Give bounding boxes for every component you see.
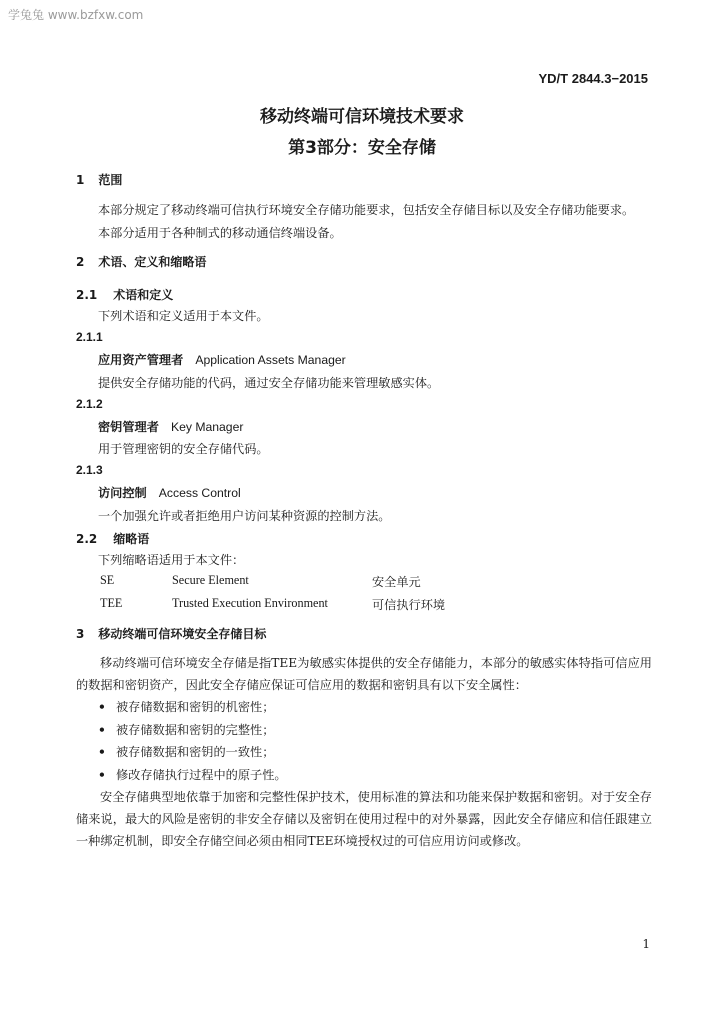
abbreviation-code: TEE bbox=[100, 596, 123, 610]
section-title: 术语、定义和缩略语 bbox=[98, 255, 207, 269]
bullet-item bbox=[98, 721, 274, 738]
term-2-1-1-number: 2.1.1 bbox=[76, 330, 103, 344]
abbreviation-full: Secure Element bbox=[172, 573, 249, 587]
term-2-1-2 bbox=[98, 418, 243, 435]
term-2-1-2-number: 2.1.2 bbox=[76, 397, 103, 411]
term-cn: 密钥管理者 bbox=[98, 420, 159, 434]
term-cn: 应用资产管理者 bbox=[98, 353, 184, 367]
section-1-heading bbox=[76, 171, 122, 188]
term-cn: 访问控制 bbox=[98, 486, 147, 500]
watermark-text: 学兔兔 www.bzfxw.com bbox=[8, 8, 144, 22]
section-title: 移动终端可信环境安全存储目标 bbox=[98, 627, 267, 641]
page-number: 1 bbox=[642, 937, 650, 951]
document-subtitle: 第3部分：安全存储 bbox=[288, 138, 436, 158]
abbreviation-chinese: 可信执行环境 bbox=[372, 598, 446, 612]
term-2-1-2-definition: 用于管理密钥的安全存储代码。 bbox=[98, 442, 269, 456]
section-3-paragraph-2: 安全存储典型地依靠于加密和完整性保护技术，使用标准的算法和功能来保护数据和密钥。对于安全存储来说，最大的风险是密钥的非安全存储以及密钥在使用过程中的对外暴露，因此安全存储应和信任跟建立一种绑定机制，即安全存储空间必须由相同TEE环境授权过的可信应用访问或修改。 bbox=[76, 790, 652, 848]
bullet-item bbox=[98, 743, 274, 760]
term-2-1-3-definition: 一个加强允许或者拒绝用户访问某种资源的控制方法。 bbox=[98, 509, 391, 523]
section-2-2-heading bbox=[76, 530, 149, 547]
abbreviation-chinese: 安全单元 bbox=[372, 575, 421, 589]
term-en: Access Control bbox=[158, 486, 241, 500]
section-title: 范围 bbox=[98, 173, 123, 187]
section-2-1-heading bbox=[76, 286, 173, 303]
section-1-paragraph-1: 本部分规定了移动终端可信执行环境安全存储功能要求，包括安全存储目标以及安全存储功能要求。 bbox=[98, 203, 635, 217]
term-2-1-1 bbox=[98, 351, 346, 368]
abbreviation-full: Trusted Execution Environment bbox=[172, 596, 328, 610]
document-title: 移动终端可信环境技术要求 bbox=[260, 107, 464, 127]
section-number: 2 bbox=[76, 255, 85, 269]
bullet-text: 被存储数据和密钥的一致性； bbox=[116, 745, 275, 759]
section-number: 2.1 bbox=[76, 288, 98, 302]
bullet-icon: • bbox=[98, 723, 106, 737]
bullet-item bbox=[98, 698, 274, 715]
bullet-text: 被存储数据和密钥的机密性； bbox=[116, 700, 275, 714]
document-number: YD/T 2844.3−2015 bbox=[538, 71, 648, 86]
term-2-1-1-definition: 提供安全存储功能的代码，通过安全存储功能来管理敏感实体。 bbox=[98, 376, 440, 390]
section-2-1-intro: 下列术语和定义适用于本文件。 bbox=[98, 309, 269, 323]
section-title: 缩略语 bbox=[113, 532, 150, 546]
bullet-text: 被存储数据和密钥的完整性； bbox=[116, 723, 275, 737]
term-2-1-3-number: 2.1.3 bbox=[76, 463, 103, 477]
bullet-icon: • bbox=[98, 700, 106, 714]
section-1-paragraph-2: 本部分适用于各种制式的移动通信终端设备。 bbox=[98, 226, 342, 240]
bullet-item bbox=[98, 766, 287, 783]
section-2-2-intro: 下列缩略语适用于本文件： bbox=[98, 553, 245, 567]
bullet-text: 修改存储执行过程中的原子性。 bbox=[116, 768, 287, 782]
term-en: Key Manager bbox=[170, 420, 244, 434]
section-title: 术语和定义 bbox=[113, 288, 174, 302]
bullet-icon: • bbox=[98, 745, 106, 759]
section-number: 2.2 bbox=[76, 532, 98, 546]
bullet-icon: • bbox=[98, 768, 106, 782]
section-2-heading bbox=[76, 253, 206, 270]
section-3-paragraph-1: 移动终端可信环境安全存储是指TEE为敏感实体提供的安全存储能力，本部分的敏感实体特指可信应用的数据和密钥资产，因此安全存储应保证可信应用的数据和密钥具有以下安全属性： bbox=[76, 656, 652, 692]
section-number: 3 bbox=[76, 627, 85, 641]
abbreviation-code: SE bbox=[100, 573, 115, 587]
section-3-heading bbox=[76, 625, 266, 642]
term-en: Application Assets Manager bbox=[195, 353, 346, 367]
term-2-1-3 bbox=[98, 484, 241, 501]
section-number: 1 bbox=[76, 173, 85, 187]
